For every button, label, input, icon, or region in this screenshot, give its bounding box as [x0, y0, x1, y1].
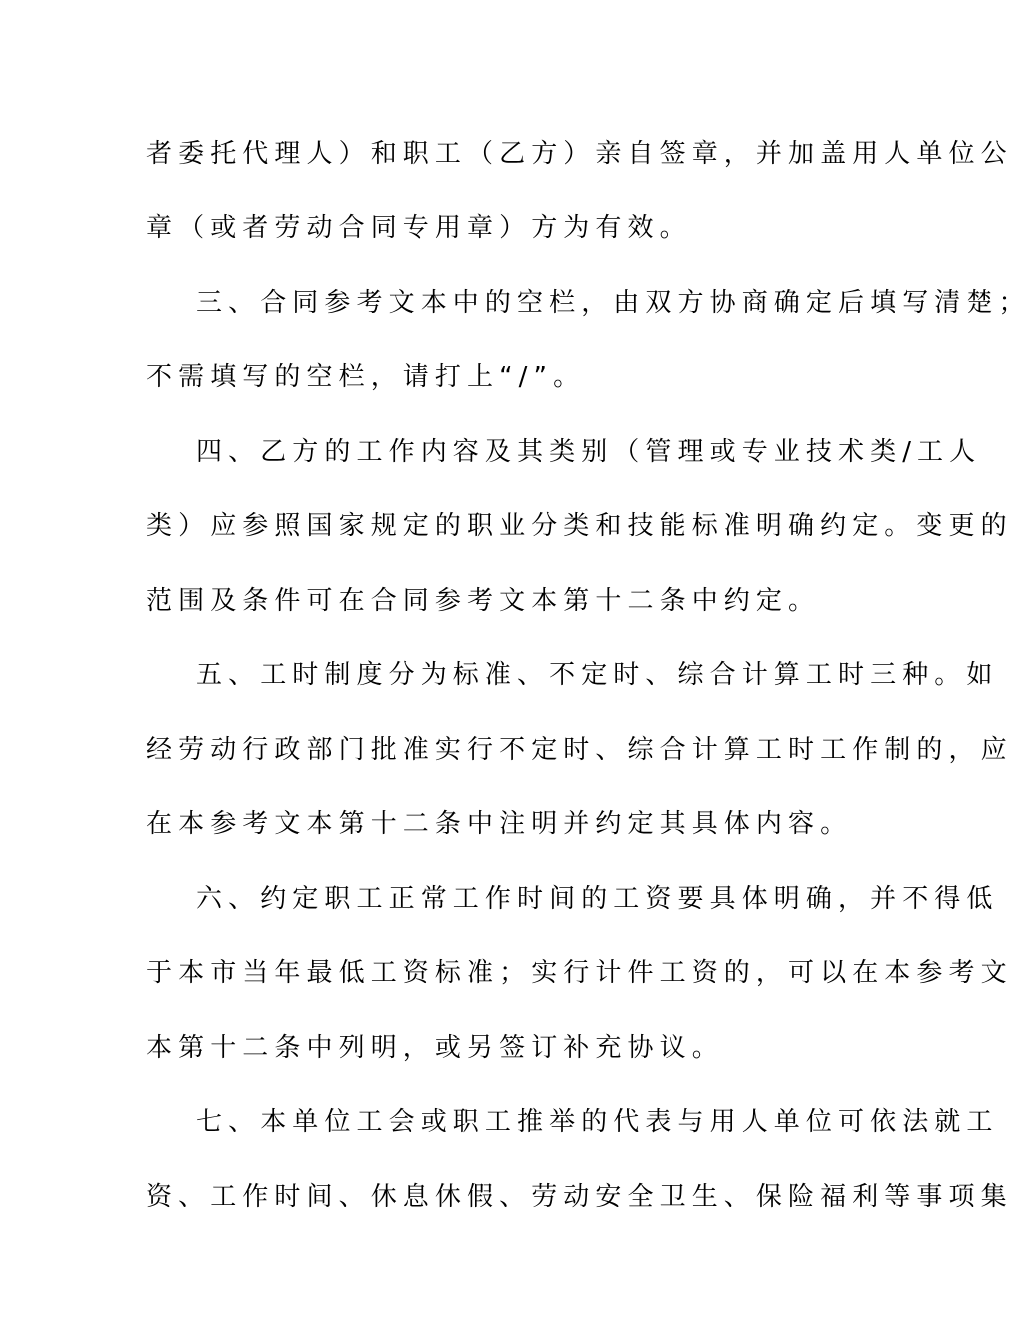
text-line: 于本市当年最低工资标准；实行计件工资的，可以在本参考文	[146, 958, 1013, 988]
text-line: 者委托代理人）和职工（乙方）亲自签章，并加盖用人单位公	[146, 139, 1013, 169]
text-line: 资、工作时间、休息休假、劳动安全卫生、保险福利等事项集	[146, 1182, 1013, 1212]
paragraph-first-line: 六、约定职工正常工作时间的工资要具体明确，并不得低	[196, 884, 999, 914]
text-line: 经劳动行政部门批准实行不定时、综合计算工时工作制的，应	[146, 735, 1013, 765]
text-line: 章（或者劳动合同专用章）方为有效。	[146, 213, 692, 243]
text-line: 本第十二条中列明，或另签订补充协议。	[146, 1033, 724, 1063]
paragraph-first-line: 三、合同参考文本中的空栏，由双方协商确定后填写清楚；	[196, 288, 1031, 318]
text-line: 不需填写的空栏，请打上“/”。	[146, 362, 586, 392]
text-line: 范围及条件可在合同参考文本第十二条中约定。	[146, 586, 821, 616]
text-line: 类）应参照国家规定的职业分类和技能标准明确约定。变更的	[146, 511, 1013, 541]
paragraph-first-line: 四、乙方的工作内容及其类别（管理或专业技术类/工人	[196, 437, 982, 467]
text-line: 在本参考文本第十二条中注明并约定其具体内容。	[146, 809, 853, 839]
paragraph-first-line: 七、本单位工会或职工推举的代表与用人单位可依法就工	[196, 1107, 999, 1137]
paragraph-first-line: 五、工时制度分为标准、不定时、综合计算工时三种。如	[196, 660, 999, 690]
